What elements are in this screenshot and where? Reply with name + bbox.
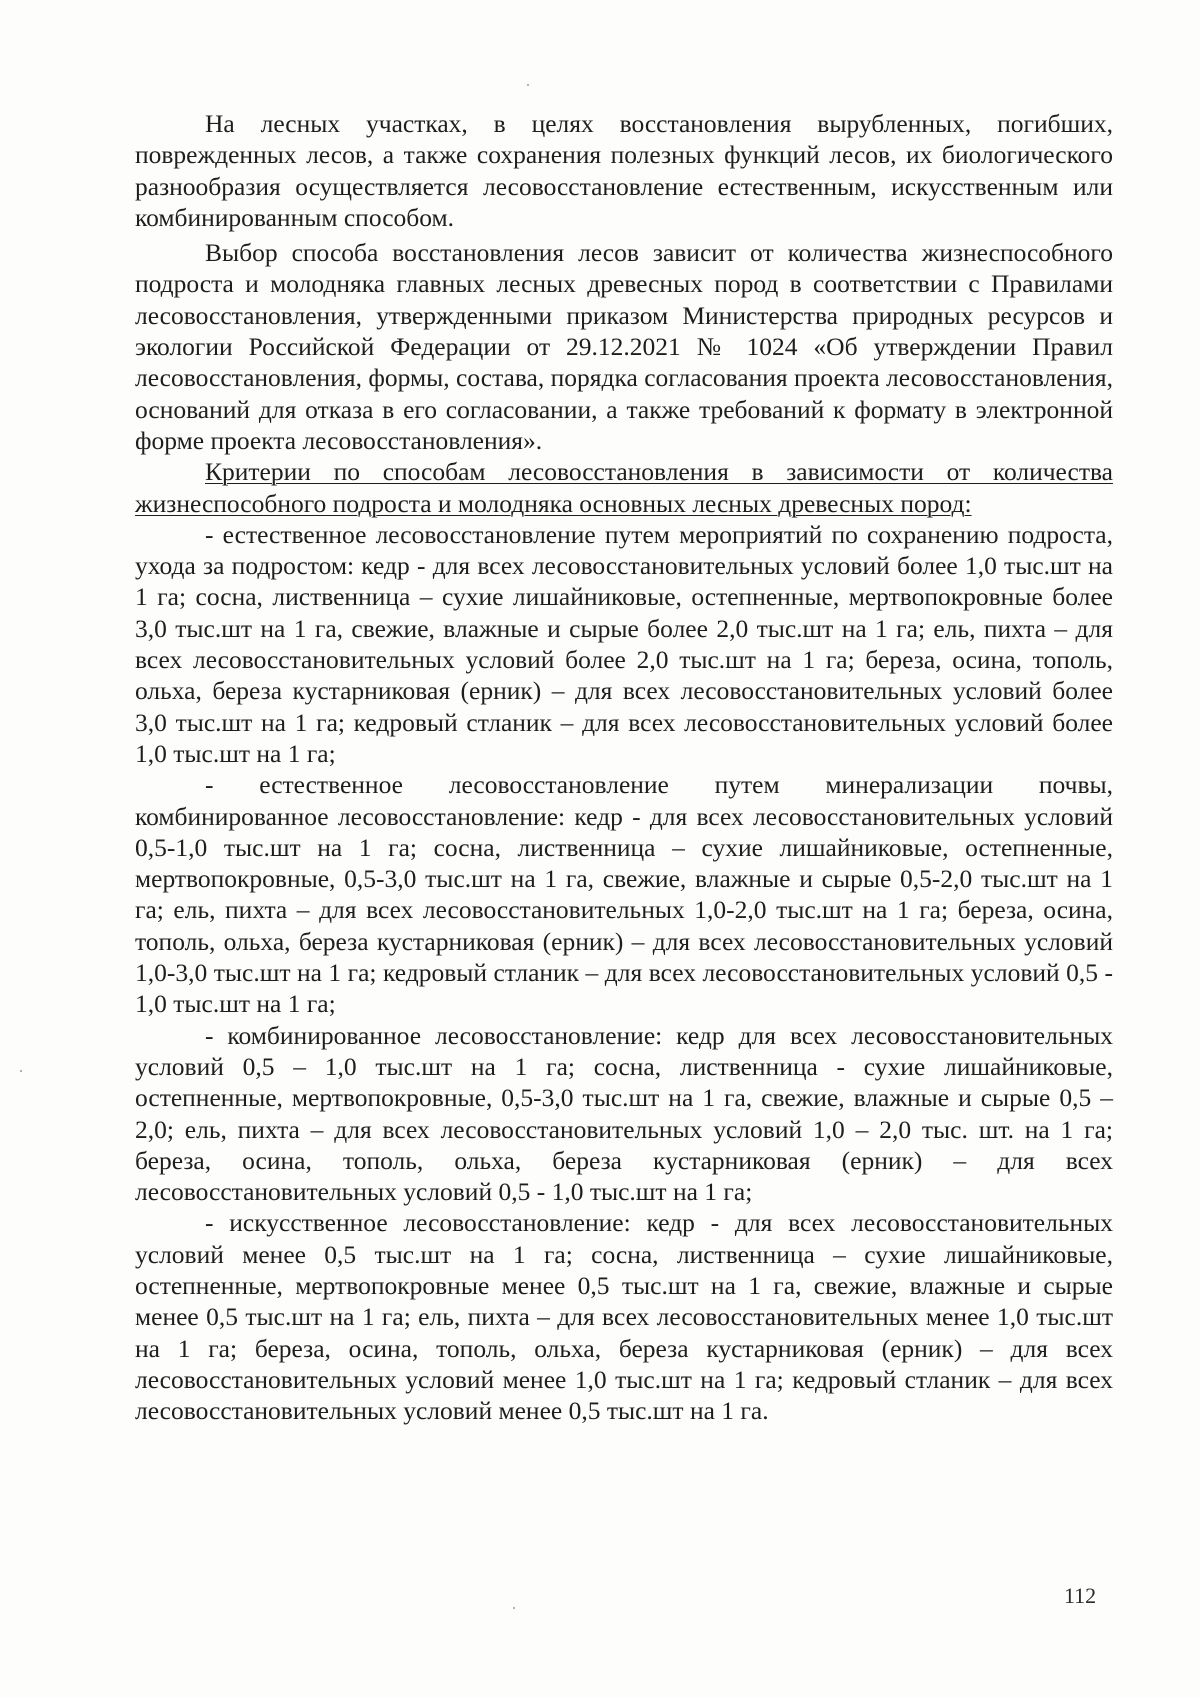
criteria-natural-preservation: - естественное лесовосстановление путем мероприятий по сохранению подроста, ухода за подростом: кедр - для всех лесовосстановительных условий более 1,0 тыс.шт на 1 га; сосна, лиственница – сухие лишайниковые, остепненные, мертвопокровные более 3,0 тыс.шт на 1 га, свежие, влажные и сырые более 2,0 тыс.шт на 1 га; ель, пихта – для всех лесовосстановительных условий более 2,0 тыс.шт на 1 га; береза, осина, тополь, ольха, береза кустарниковая (ерник) – для всех лесовосстановительных условий более 3,0 тыс.шт на 1 га; кедровый стланик – для всех лесовосстановительных условий более 1,0 тыс.шт на 1 га; — [135, 519, 1113, 768]
paragraph-intro: На лесных участках, в целях восстановления вырубленных, погибших, поврежденных лесов, а также сохранения полезных функций лесов, их биологического разнообразия осуществляется лесовосстановление естественным, искусственным или комбинированным способом. — [135, 109, 1113, 232]
body-text — [135, 108, 1113, 1426]
scan-speck — [527, 84, 529, 86]
scan-speck — [20, 1070, 22, 1072]
criteria-natural-mineralization: - естественное лесовосстановление путем минерализации почвы, комбинированное лесовосстановление: кедр - для всех лесовосстановительных условий 0,5-1,0 тыс.шт на 1 га; сосна, лиственница – сухие лишайниковые, остепненные, мертвопокровные, 0,5-3,0 тыс.шт на 1 га, свежие, влажные и сырые 0,5-2,0 тыс.шт на 1 га; ель, пихта – для всех лесовосстановительных 1,0-2,0 тыс.шт на 1 га; береза, осина, тополь, ольха, береза кустарниковая (ерник) – для всех лесовосстановительных условий 1,0-3,0 тыс.шт на 1 га; кедровый стланик – для всех лесовосстановительных условий 0,5 - 1,0 тыс.шт на 1 га; — [135, 770, 1113, 1019]
scan-speck — [513, 1607, 515, 1609]
page-number: 112 — [1064, 1583, 1097, 1608]
paragraph-method-choice: Выбор способа восстановления лесов зависит от количества жизнеспособного подроста и молодняка главных лесных древесных пород в соответствии с Правилами лесовосстановления, утвержденными приказом Министерства природных ресурсов и экологии Российской Федерации от 29.12.2021 № 1024 «Об утверждении Правил лесовосстановления, формы, состава, порядка согласования проекта лесовосстановления, оснований для отказа в его согласовании, а также требований к формату в электронной форме проекта лесовосстановления». — [135, 238, 1113, 455]
criteria-combined: - комбинированное лесовосстановление: кедр для всех лесовосстановительных условий 0,5 – 1,0 тыс.шт на 1 га; сосна, лиственница - сухие лишайниковые, остепненные, мертвопокровные, 0,5-3,0 тыс.шт на 1 га, свежие, влажные и сырые 0,5 – 2,0; ель, пихта – для всех лесовосстановительных условий 1,0 – 2,0 тыс. шт. на 1 га; береза, осина, тополь, ольха, береза кустарниковая (ерник) – для всех лесовосстановительных условий 0,5 - 1,0 тыс.шт на 1 га; — [135, 1020, 1113, 1207]
criteria-heading — [135, 456, 1113, 519]
criteria-artificial: - искусственное лесовосстановление: кедр - для всех лесовосстановительных условий менее 0,5 тыс.шт на 1 га; сосна, лиственница – сухие лишайниковые, остепненные, мертвопокровные менее 0,5 тыс.шт на 1 га, свежие, влажные и сырые менее 0,5 тыс.шт на 1 га; ель, пихта – для всех лесовосстановительных менее 1,0 тыс.шт на 1 га; береза, осина, тополь, ольха, береза кустарниковая (ерник) – для всех лесовосстановительных условий менее 1,0 тыс.шт на 1 га; кедровый стланик – для всех лесовосстановительных условий менее 0,5 тыс.шт на 1 га. — [135, 1208, 1113, 1426]
criteria-heading-text: Критерии по способам лесовосстановления в зависимости от количества жизнеспособного подроста и молодняка основных лесных древесных пород: — [135, 457, 1113, 518]
